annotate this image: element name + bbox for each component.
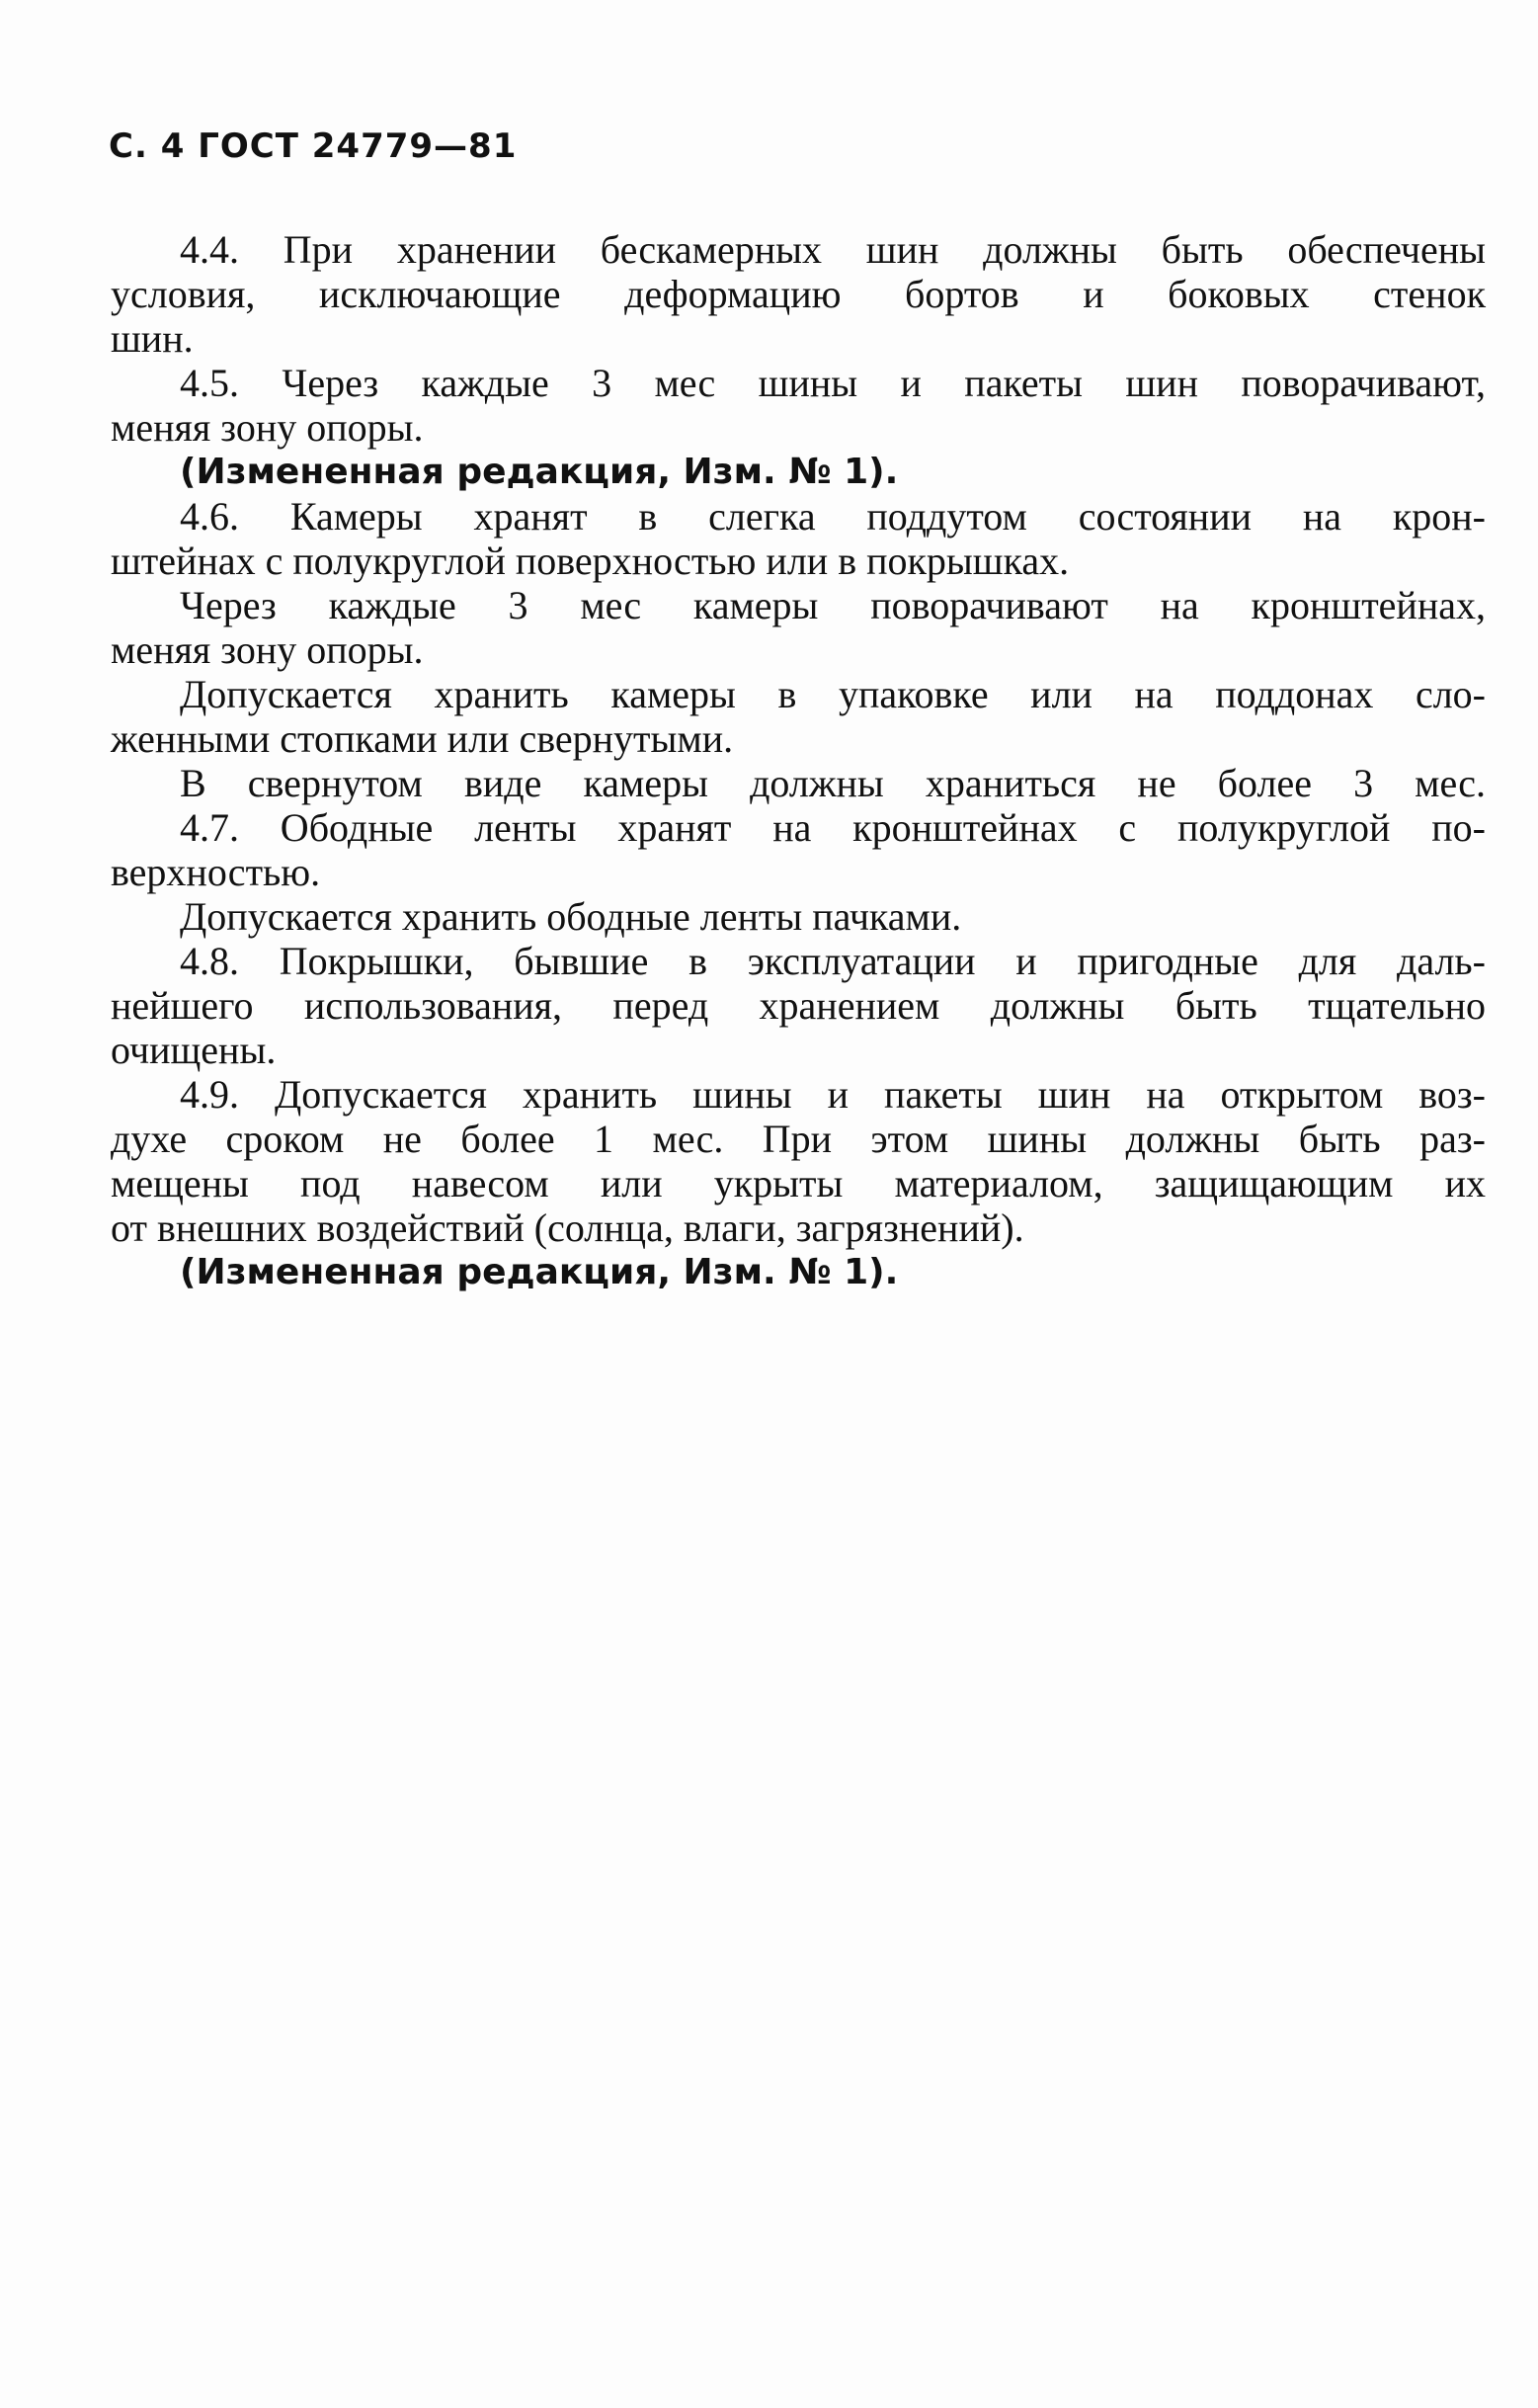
text-line: шин.: [111, 316, 194, 361]
text-line: меняя зону опоры.: [111, 627, 424, 672]
text-line: 4.8. Покрышки, бывшие в эксплуатации и пригодные для даль-: [180, 939, 1486, 983]
text-line: В свернутом виде камеры должны храниться не более 3 мес.: [180, 761, 1486, 805]
running-header: С. 4 ГОСТ 24779—81: [109, 126, 518, 166]
amendment-note-line: (Измененная редакция, Изм. № 1).: [180, 452, 899, 492]
text-line: штейнах с полукруглой поверхностью или в покрышках.: [111, 539, 1070, 583]
text-line: 4.6. Камеры хранят в слегка поддутом состоянии на крон-: [180, 494, 1486, 539]
text-line: 4.7. Ободные ленты хранят на кронштейнах с полукруглой по-: [180, 805, 1486, 850]
text-line: условия, исключающие деформацию бортов и боковых стенок: [111, 272, 1486, 316]
body-text: [111, 227, 1486, 1294]
text-line: Допускается хранить камеры в упаковке или на поддонах сло-: [180, 672, 1486, 716]
text-line: верхностью.: [111, 850, 321, 894]
text-line: женными стопками или свернутыми.: [111, 716, 734, 761]
text-line: нейшего использования, перед хранением должны быть тщательно: [111, 983, 1486, 1028]
text-line: Допускается хранить ободные ленты пачками.: [180, 894, 962, 939]
text-line: Через каждые 3 мес камеры поворачивают на кронштейнах,: [180, 583, 1486, 627]
text-line: 4.5. Через каждые 3 мес шины и пакеты шин поворачивают,: [180, 361, 1486, 405]
text-line: меняя зону опоры.: [111, 405, 424, 450]
amendment-note-line: (Измененная редакция, Изм. № 1).: [180, 1252, 899, 1292]
text-line: очищены.: [111, 1028, 277, 1072]
text-line: от внешних воздействий (солнца, влаги, загрязнений).: [111, 1205, 1024, 1250]
text-line: 4.4. При хранении бескамерных шин должны быть обеспечены: [180, 227, 1486, 272]
text-line: духе сроком не более 1 мес. При этом шины должны быть раз-: [111, 1117, 1486, 1161]
text-line: 4.9. Допускается хранить шины и пакеты шин на открытом воз-: [180, 1072, 1486, 1117]
text-line: мещены под навесом или укрыты материалом, защищающим их: [111, 1161, 1486, 1205]
